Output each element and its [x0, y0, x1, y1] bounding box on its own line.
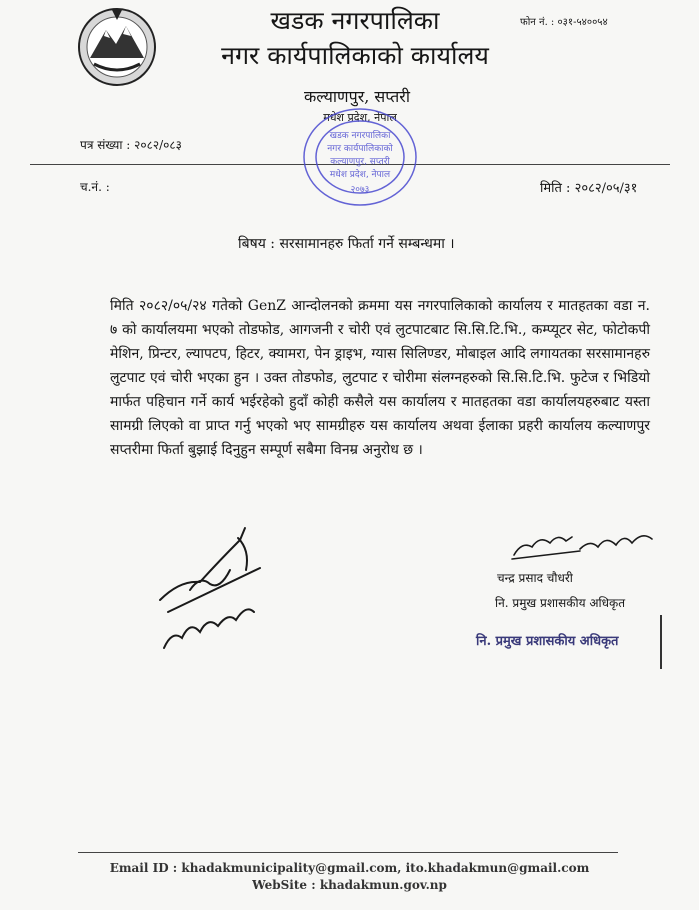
office-title: नगर कार्यपालिकाको कार्यालय: [221, 41, 489, 70]
svg-text:२०७३: २०७३: [350, 185, 370, 195]
letter-date: मिति : २०८२/०५/३१: [540, 181, 638, 196]
letter-number: पत्र संख्या : २०८२/०८३: [80, 138, 182, 152]
office-province: मधेश प्रदेश, नेपाल: [323, 111, 397, 124]
svg-text:नगर कार्यपालिकाको: नगर कार्यपालिकाको: [327, 144, 393, 154]
footer-website: [0, 878, 699, 892]
email-label: Email ID :: [109, 861, 178, 875]
svg-text:मधेश प्रदेश, नेपाल: मधेश प्रदेश, नेपाल: [329, 170, 391, 180]
svg-text:खडक नगरपालिका: खडक नगरपालिका: [329, 131, 391, 141]
website-label: WebSite :: [252, 878, 316, 892]
title-stamp: [470, 615, 662, 669]
footer-email: [0, 861, 699, 875]
handwritten-signature-right: [510, 525, 660, 565]
website-value: khadakmun.gov.np: [319, 878, 447, 892]
title-stamp-text: नि. प्रमुख प्रशासकीय अधिकृत: [476, 634, 619, 649]
signer-title: नि. प्रमुख प्रशासकीय अधिकृत: [495, 596, 626, 610]
nepal-emblem-icon: [76, 6, 158, 88]
office-name: खडक नगरपालिका: [270, 6, 440, 35]
letter-body: मिति २०८२/०५/२४ गतेको GenZ आन्दोलनको क्रममा यस नगरपालिकाको कार्यालय र मातहतका वडा न. ७ को कार्यालयमा भएको तोडफोड, आगजनी र चोरी एवं लुटपाटबाट सि.सि.टि.भि., कम्प्यूटर सेट, फोटोकपी मेशिन, प्रिन्टर, ल्यापटप, हिटर, क्यामरा, पेन ड्राइभ, ग्यास सिलिण्डर, मोबाइल आदि लगायतका सरसामानहरु लुटपाट एवं चोरी भएका हुन । उक्त तोडफोड, लुटपाट र चोरीमा संलग्नहरुको सि.सि.टि.भि. फुटेज र भिडियो मार्फत पहिचान गर्ने कार्य भईरहेको हुदाँ कोही कसैले यस कार्यालय र मातहतका वडा कार्यालयहरुबाट यस्ता सामग्री लिएको वा प्राप्त गर्नु भएको भए सामग्रीहरु यस कार्यालय अथवा ईलाका प्रहरी कार्यालय कल्याणपुर सप्तरीमा फिर्ता बुझाई दिनुहुन सम्पूर्ण सबैमा विनम्र अनुरोध छ ।: [110, 298, 650, 458]
reference-number: च.नं. :: [80, 180, 110, 194]
office-location: कल्याणपुर, सप्तरी: [304, 87, 410, 106]
office-seal-stamp: [298, 104, 422, 210]
email-value: khadakmunicipality@gmail.com, ito.khadakmun@gmail.com: [181, 861, 590, 875]
phone-number: फोन नं. : ०३१-५४००५४: [520, 17, 608, 28]
svg-text:कल्याणपुर, सप्तरी: कल्याणपुर, सप्तरी: [330, 157, 390, 167]
subject-line: बिषय : सरसामानहरु फिर्ता गर्ने सम्बन्धमा ।: [238, 236, 455, 252]
footer-divider: [78, 852, 618, 853]
signer-name: चन्द्र प्रसाद चौधरी: [497, 571, 573, 585]
handwritten-signature-left: [150, 520, 270, 660]
